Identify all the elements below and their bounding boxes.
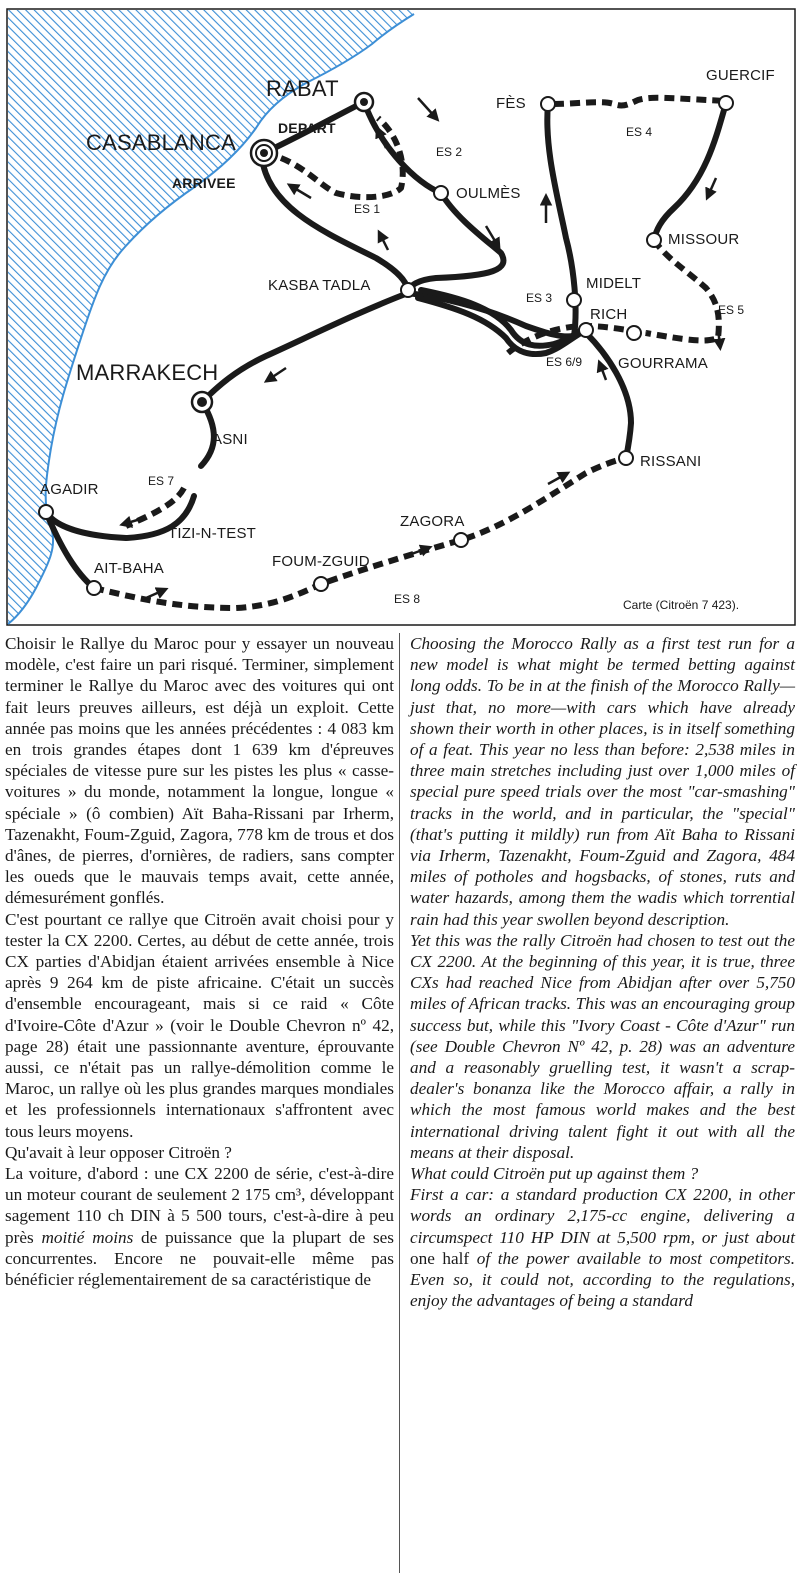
french-paragraph-4 xyxy=(5,1163,394,1290)
french-p4-end: de puissance que la plupart de ses concurrentes. Encore ne pouvait-elle même pas bénéficier réglementairement de sa caractéristique de xyxy=(5,1227,394,1290)
article-columns xyxy=(0,633,800,1575)
zagora-marker xyxy=(454,533,468,547)
french-column xyxy=(5,633,394,1290)
english-paragraph-2: Yet this was the rally Citroën had chosen to test out the CX 2200. At the beginning of this year, it is true, three CXs had reached Nice from Abidjan after over 5,750 miles of African tracks. This was an encouraging group success but, while this "Ivory Coast - Côte d'Azur" run (see Double Chevron Nº 42, p. 28) was an adventure and a reasonably gruelling test, it wasn't a scrap-dealer's bonanza like the Morocco affair, a rally in which the most famous world makes and the best international driving talent fight it out with all the means at their disposal. xyxy=(410,930,795,1162)
french-paragraph-1: Choisir le Rallye du Maroc pour y essayer un nouveau modèle, c'est faire un pari risqué. Terminer, simplement terminer le Rallye du Maroc avec des voitures qui ont fait leurs preuves ailleurs, est déjà un exploit. Cette année pas moins que les années précédentes : 4 083 km en trois grandes étapes dont 1 639 km d'épreuves spéciales de vitesse pure sur les pistes les plus « casse-voitures » du monde, notamment la longue, longue « spéciale » (ô combien) Aït Baha-Rissani par Irherm, Tazenakht, Foum-Zguid, Zagora, 778 km de trous et dos d'ânes, de pierres, d'ornières, de radiers, sans compter les oueds que le mauvais temps avait, cette année, démesurément gonflés. xyxy=(5,634,394,908)
morocco-map xyxy=(6,8,796,626)
label-fes: FÈS xyxy=(496,95,526,112)
english-paragraph-4 xyxy=(410,1184,795,1311)
label-rissani: RISSANI xyxy=(640,453,702,470)
label-es2: ES 2 xyxy=(436,145,463,159)
label-es3: ES 3 xyxy=(526,291,553,305)
english-p4-emphasis: one half xyxy=(410,1248,470,1268)
label-depart: DEPART xyxy=(278,120,336,136)
label-rich: RICH xyxy=(590,306,628,323)
midelt-marker xyxy=(567,293,581,307)
french-paragraph-3: Qu'avait à leur opposer Citroën ? xyxy=(5,1142,232,1162)
english-column xyxy=(410,633,795,1312)
english-p4-end: of the power available to most competitors. Even so, it could not, according to the regulations, enjoy the advantages of being a standard xyxy=(410,1248,795,1311)
label-es4: ES 4 xyxy=(626,125,653,139)
english-paragraph-1: Choosing the Morocco Rally as a first test run for a new model is what might be termed betting against long odds. To be in at the finish of the Morocco Rally—just that, no more—with cars which have already shown their worth in other places, is in itself something of a feat. This year no less than before: 2,538 miles in three main stretches including just over 1,000 miles of special pure speed trials over the most "car-smashing" tracks in the world, and in particular, the "special" (that's putting it mildly) run from Aït Baha to Rissani via Irherm, Tazenakht, Foum-Zguid and Zagora, 484 miles of potholes and hogsbacks, of stones, ruts and water hazards, among them the wadis which torrential rain had this year swollen beyond description. xyxy=(410,634,795,929)
label-casablanca: CASABLANCA xyxy=(86,130,236,155)
label-foum-zguid: FOUM-ZGUID xyxy=(272,553,370,570)
english-p4-start: First a car: a standard production CX 2200, in other words an ordinary 2,175-cc engine, delivering a circumspect 110 HP DIN at 5,500 rpm, or just about xyxy=(410,1185,795,1247)
label-oulmes: OULMÈS xyxy=(456,185,521,202)
rissani-marker xyxy=(619,451,633,465)
rally-route-map xyxy=(6,8,796,626)
french-p4-emphasis: moitié moins xyxy=(41,1227,134,1247)
gourrama-marker xyxy=(627,326,641,340)
oulmes-marker xyxy=(434,186,448,200)
label-kasba-tadla: KASBA TADLA xyxy=(268,277,371,294)
agadir-marker xyxy=(39,505,53,519)
label-zagora: ZAGORA xyxy=(400,513,465,530)
fes-marker xyxy=(541,97,555,111)
label-rabat: RABAT xyxy=(266,76,339,101)
missour-marker xyxy=(647,233,661,247)
english-paragraph-3: What could Citroën put up against them ? xyxy=(410,1164,699,1184)
label-guercif: GUERCIF xyxy=(706,67,775,84)
label-es5: ES 5 xyxy=(718,303,745,317)
label-gourrama: GOURRAMA xyxy=(618,355,708,372)
label-agadir: AGADIR xyxy=(40,481,99,498)
rich-marker xyxy=(579,323,593,337)
label-arrivee: ARRIVEE xyxy=(172,175,236,191)
label-ait-baha: AIT-BAHA xyxy=(94,560,164,577)
french-p4-start: La voiture, d'abord : une CX 2200 de série, c'est-à-dire un moteur courant de seulement 2 175 cm³, développant sagement 110 ch DIN à 5 500 tours, c'est-à-dire à peu près xyxy=(5,1164,394,1247)
label-midelt: MIDELT xyxy=(586,275,642,292)
label-tizi-n-test: TIZI-N-TEST xyxy=(168,525,257,542)
french-paragraph-2: C'est pourtant ce rallye que Citroën avait choisi pour y tester la CX 2200. Certes, au début de cette année, trois CX parties d'Abidjan étaient arrivées ensemble à Nice après 9 264 km de piste africaine. C'était un succès d'ensemble encourageant, mais si ce raid « Côte d'Ivoire-Côte d'Azur » (voir le Double Chevron nº 42, page 28) était une passionnante aventure, éprouvante aussi, ce n'était pas un rallye-démolition comme le Maroc, un rallye où les plus grandes marques mondiales et les professionnels internationaux s'affrontent avec tous leurs moyens. xyxy=(5,909,394,1141)
guercif-marker xyxy=(719,96,733,110)
map-caption: Carte (Citroën 7 423). xyxy=(623,598,740,612)
label-missour: MISSOUR xyxy=(668,231,740,248)
ait-baha-marker xyxy=(87,581,101,595)
kasba-tadla-marker xyxy=(401,283,415,297)
label-es7: ES 7 xyxy=(148,474,175,488)
label-es69: ES 6/9 xyxy=(546,355,583,369)
label-asni: ASNI xyxy=(212,431,248,448)
label-es1: ES 1 xyxy=(354,202,381,216)
label-marrakech: MARRAKECH xyxy=(76,360,219,385)
label-es8: ES 8 xyxy=(394,592,421,606)
foum-zguid-marker xyxy=(314,577,328,591)
